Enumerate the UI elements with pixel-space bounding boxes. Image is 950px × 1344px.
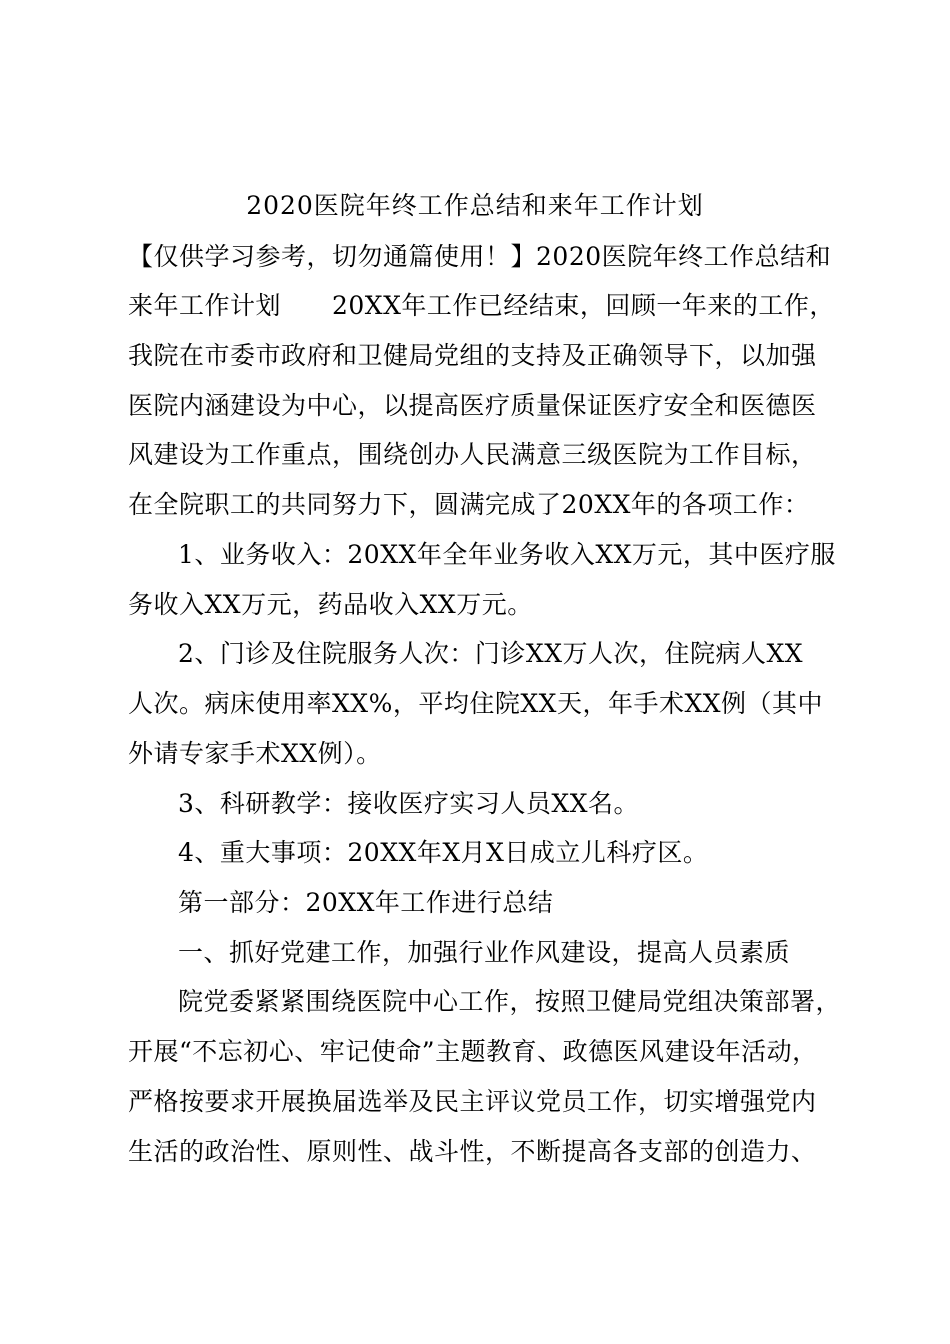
document-title: 2020医院年终工作总结和来年工作计划 xyxy=(246,191,704,220)
paragraph-line: 院党委紧紧围绕医院中心工作，按照卫健局党组决策部署， xyxy=(178,987,842,1016)
paragraph-line: 医院内涵建设为中心，以提高医疗质量保证医疗安全和医德医 xyxy=(128,391,817,420)
paragraph-line: 开展“不忘初心、牢记使命”主题教育、政德医风建设年活动， xyxy=(128,1037,818,1066)
paragraph-line: 生活的政治性、原则性、战斗性，不断提高各支部的创造力、 xyxy=(128,1137,817,1166)
paragraph-line: 2、门诊及住院服务人次：门诊XX万人次，住院病人XX xyxy=(178,639,804,668)
paragraph-line: 务收入XX万元，药品收入XX万元。 xyxy=(128,590,533,619)
subsection-heading: 一、抓好党建工作，加强行业作风建设，提高人员素质 xyxy=(178,938,791,967)
paragraph-line: 【仅供学习参考，切勿通篇使用！】2020医院年终工作总结和 xyxy=(128,242,832,271)
paragraph-line: 严格按要求开展换届选举及民主评议党员工作，切实增强党内 xyxy=(128,1087,817,1116)
paragraph-line: 风建设为工作重点，围绕创办人民满意三级医院为工作目标， xyxy=(128,440,817,469)
paragraph-line: 人次。病床使用率XX%，平均住院XX天，年手术XX例（其中 xyxy=(128,689,824,718)
paragraph-line: 4、重大事项：20XX年X月X日成立儿科疗区。 xyxy=(178,838,709,867)
paragraph-line: 3、科研教学：接收医疗实习人员XX名。 xyxy=(178,789,640,818)
section-heading: 第一部分：20XX年工作进行总结 xyxy=(178,888,554,917)
paragraph-line: 外请专家手术XX例）。 xyxy=(128,739,382,768)
paragraph-line: 1、业务收入：20XX年全年业务收入XX万元，其中医疗服 xyxy=(178,540,836,569)
paragraph-line: 在全院职工的共同努力下，圆满完成了20XX年的各项工作： xyxy=(128,490,810,519)
paragraph-line: 来年工作计划 20XX年工作已经结束，回顾一年来的工作， xyxy=(128,291,835,320)
paragraph-line: 我院在市委市政府和卫健局党组的支持及正确领导下，以加强 xyxy=(128,341,817,370)
